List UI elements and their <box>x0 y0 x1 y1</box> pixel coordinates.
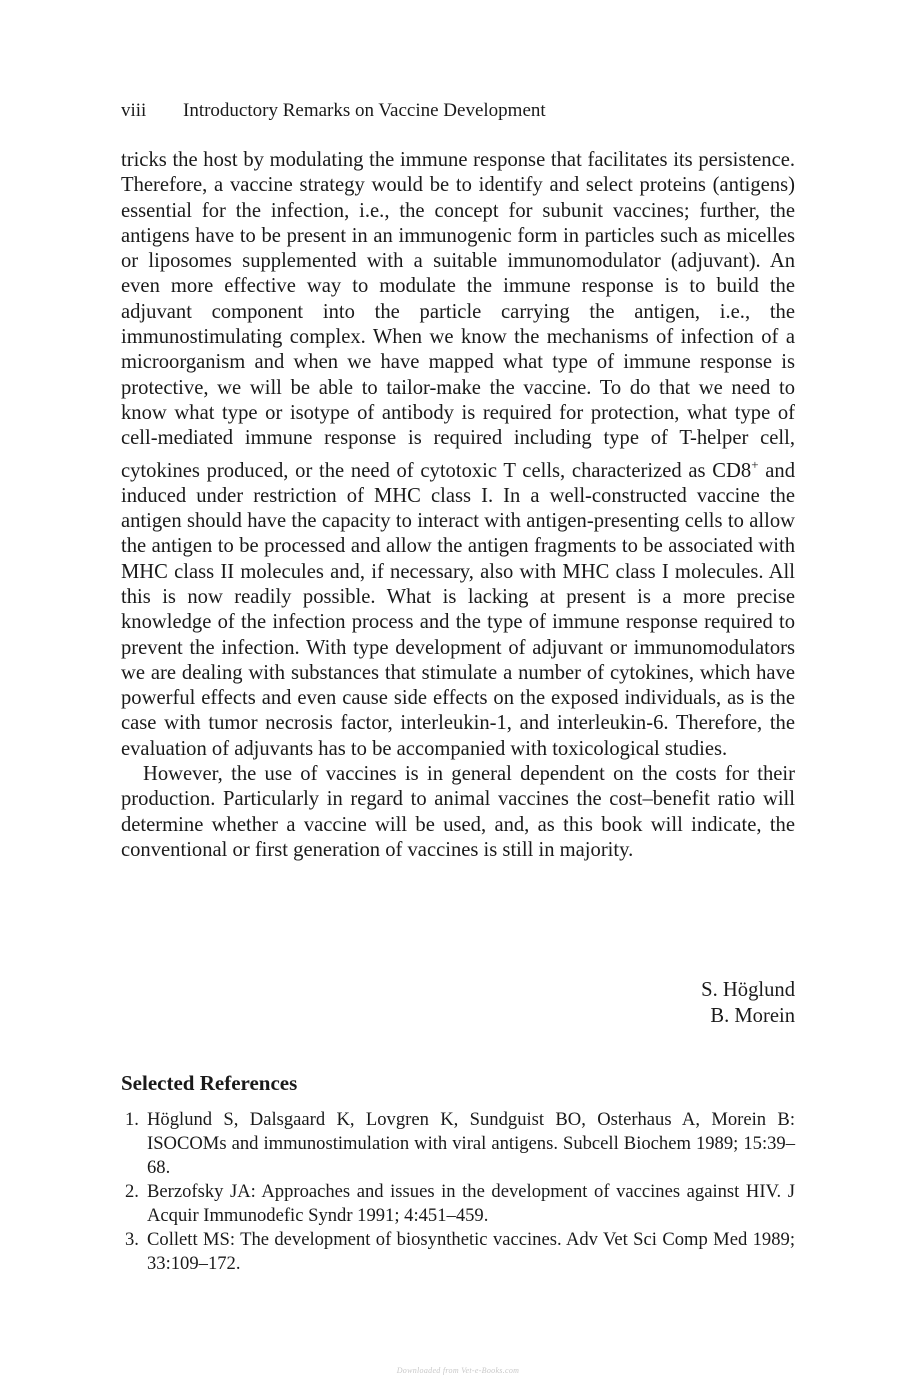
references-list <box>121 1108 795 1276</box>
reference-text: Collett MS: The development of biosynthetic vaccines. Adv Vet Sci Comp Med 1989; 33:109–172. <box>147 1229 795 1274</box>
reference-text: Höglund S, Dalsgaard K, Lovgren K, Sundguist BO, Osterhaus A, Morein B: ISOCOMs and immunostimulation with viral antigens. Subcell Biochem 1989; 15:39–68. <box>147 1109 795 1178</box>
reference-number: 3. <box>125 1229 139 1250</box>
reference-item <box>121 1108 795 1180</box>
cd8-superscript: + <box>751 456 759 472</box>
paragraph-1-text: tricks the host by modulating the immune response that facilitates its persistence. Therefore, a vaccine strategy would be to identify and select proteins (antigens) essential for the infection, i.e., the concept for subunit vaccines; further, the antigens have to be present in an immunogenic form in particles such as micelles or liposomes supplemented with a suitable immunomodulator (adjuvant). An even more effective way to modulate the immune response is to build the adjuvant component into the particle carrying the antigen, i.e., the immunostimulating complex. When we know the mechanisms of infection of a microorganism and when we have mapped what type of immune response is protective, we will be able to tailor-make the vaccine. To do that we need to know what type or isotype of antibody is required for protection, what type of cell-mediated immune response is required including type of T-helper cell, cytokines produced, or the need of cytotoxic T cells, characterized as <box>121 149 795 482</box>
cd8-term: CD8 <box>712 459 752 482</box>
reference-text: Berzofsky JA: Approaches and issues in the development of vaccines against HIV. J Acquir Immunodefic Syndr 1991; 4:451–459. <box>147 1181 795 1226</box>
reference-number: 1. <box>125 1109 139 1130</box>
author-name: B. Morein <box>710 1004 795 1027</box>
reference-number: 2. <box>125 1181 139 1202</box>
author-signature <box>701 978 795 1029</box>
author-name: S. Höglund <box>701 979 795 1001</box>
page-number: viii <box>121 100 147 121</box>
running-header <box>121 99 546 123</box>
body-text <box>121 148 795 863</box>
references-heading: Selected References <box>121 1071 298 1095</box>
paragraph-1 <box>121 148 795 762</box>
reference-item <box>121 1228 795 1276</box>
paragraph-2: However, the use of vaccines is in general dependent on the costs for their production. Particularly in regard to animal vaccines the cost–benefit ratio will determine whether a vaccine will be used, and, as this book will indicate, the conventional or first generation of vaccines is still in majority. <box>121 762 795 861</box>
download-watermark: Downloaded from Vet-e-Books.com <box>396 1366 520 1375</box>
reference-item <box>121 1180 795 1228</box>
running-title: Introductory Remarks on Vaccine Development <box>183 100 546 121</box>
paragraph-1-text-end: and induced under restriction of MHC class I. In a well-constructed vaccine the antigen should have the capacity to interact with antigen-presenting cells to allow the antigen to be processed and allow the antigen fragments to be associated with MHC class II molecules and, if necessary, also with MHC class I molecules. All this is now readily possible. What is lacking at present is a more precise knowledge of the infection process and the type of immune response required to prevent the infection. With type development of adjuvant or immunomodulators we are dealing with substances that stimulate a number of cytokines, which have powerful effects and even cause side effects on the exposed individuals, as is the case with tumor necrosis factor, interleukin-1, and interleukin-6. Therefore, the evaluation of adjuvants has to be accompanied with toxicological studies. <box>121 459 795 760</box>
